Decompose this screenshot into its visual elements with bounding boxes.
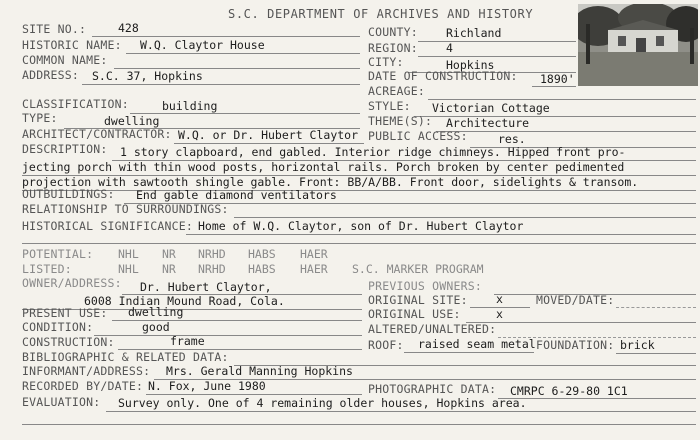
bibliographic-label: BIBLIOGRAPHIC & RELATED DATA: — [22, 350, 229, 364]
outbuildings-value: End gable diamond ventilators — [136, 188, 337, 202]
present-use-value: dwelling — [128, 305, 184, 319]
classification-label: CLASSIFICATION: — [22, 97, 129, 111]
listed-habs: HABS — [248, 262, 276, 276]
historic-name-value: W.Q. Claytor House — [140, 38, 265, 52]
style-value: Victorian Cottage — [432, 101, 550, 115]
listed-nr: NR — [162, 262, 176, 276]
foundation-value: brick — [620, 338, 655, 352]
house-photo — [578, 4, 698, 86]
listed-nhl: NHL — [118, 262, 139, 276]
recorded-by-value: N. Fox, June 1980 — [148, 379, 266, 393]
form-title: S.C. DEPARTMENT OF ARCHIVES AND HISTORY — [228, 7, 534, 21]
informant-value: Mrs. Gerald Manning Hopkins — [166, 364, 353, 378]
relationship-label: RELATIONSHIP TO SURROUNDINGS: — [22, 202, 229, 216]
historic-name-label: HISTORIC NAME: — [22, 38, 122, 52]
photographic-data-value: CMRPC 6-29-80 1C1 — [510, 384, 628, 398]
potential-nhl: NHL — [118, 247, 139, 261]
architect-label: ARCHITECT/CONTRACTOR: — [22, 127, 172, 141]
recorded-by-label: RECORDED BY/DATE: — [22, 379, 144, 393]
owner-line-1: Dr. Hubert Claytor, — [140, 280, 272, 294]
previous-owners-label: PREVIOUS OWNERS: — [368, 279, 482, 293]
marker-program-label: S.C. MARKER PROGRAM — [352, 262, 484, 276]
historical-significance-value: Home of W.Q. Claytor, son of Dr. Hubert Claytor — [198, 219, 524, 233]
type-value: dwelling — [104, 114, 160, 128]
type-label: TYPE: — [22, 111, 58, 125]
architect-value: W.Q. or Dr. Hubert Claytor — [178, 128, 359, 142]
date-of-construction-label: DATE OF CONSTRUCTION: — [368, 69, 518, 83]
potential-habs: HABS — [248, 247, 276, 261]
owner-line-2: 6008 Indian Mound Road, Cola. — [84, 294, 285, 308]
date-line — [532, 86, 576, 87]
present-use-label: PRESENT USE: — [22, 306, 108, 320]
condition-line — [94, 335, 362, 336]
photographic-data-line — [498, 398, 696, 399]
original-use-line — [466, 322, 696, 323]
description-line-3: projection with sawtooth shingle gable. Front: BB/A/BB. Front door, sidelights & transom. — [22, 175, 639, 189]
city-value: Hopkins — [446, 58, 495, 72]
bottom-rule — [22, 424, 696, 425]
themes-value: Architecture — [446, 116, 530, 130]
address-label: ADDRESS: — [22, 68, 79, 82]
public-access-label: PUBLIC ACCESS: — [368, 129, 468, 143]
site-no-label: SITE NO.: — [22, 22, 87, 36]
classification-value: building — [162, 99, 218, 113]
themes-line — [436, 131, 696, 132]
description-rule-3 — [22, 190, 696, 191]
construction-label: CONSTRUCTION: — [22, 335, 115, 349]
historical-significance-line — [186, 234, 696, 235]
original-site-value: x — [496, 292, 503, 306]
listed-label: LISTED: — [22, 262, 72, 276]
potential-nr: NR — [162, 247, 176, 261]
relationship-line — [234, 217, 696, 218]
potential-haer: HAER — [300, 247, 328, 261]
description-line-2: jecting porch with thin wood posts, horizontal rails. Porch broken by center pedimented — [22, 160, 625, 174]
evaluation-label: EVALUATION: — [22, 395, 101, 409]
condition-label: CONDITION: — [22, 320, 94, 334]
recorded-by-line — [146, 394, 362, 395]
moved-date-label: MOVED/DATE: — [536, 293, 615, 307]
style-label: STYLE: — [368, 99, 411, 113]
classification-line — [130, 113, 360, 114]
common-name-label: COMMON NAME: — [22, 53, 108, 67]
roof-value: raised seam metal — [418, 337, 536, 351]
address-value: S.C. 37, Hopkins — [92, 69, 203, 83]
acreage-line — [428, 99, 696, 100]
listed-nrhd: NRHD — [198, 262, 226, 276]
moved-date-line — [616, 307, 696, 308]
evaluation-value: Survey only. One of 4 remaining older houses, Hopkins area. — [118, 396, 527, 410]
county-line — [418, 41, 576, 42]
original-use-label: ORIGINAL USE: — [368, 307, 461, 321]
potential-label: POTENTIAL: — [22, 247, 94, 261]
original-site-label: ORIGINAL SITE: — [368, 293, 468, 307]
altered-label: ALTERED/UNALTERED: — [368, 322, 497, 336]
informant-label: INFORMANT/ADDRESS: — [22, 364, 151, 378]
roof-line — [404, 352, 534, 353]
site-no-value: 428 — [118, 21, 139, 35]
photographic-data-label: PHOTOGRAPHIC DATA: — [368, 382, 497, 396]
themes-label: THEME(S): — [368, 114, 433, 128]
historical-significance-label: HISTORICAL SIGNIFICANCE: — [22, 219, 193, 233]
description-label: DESCRIPTION: — [22, 142, 108, 156]
foundation-label: FOUNDATION: — [536, 338, 615, 352]
county-label: COUNTY: — [368, 25, 418, 39]
evaluation-line — [106, 411, 696, 412]
date-of-construction-value: 1890' — [540, 72, 575, 86]
address-line — [82, 84, 360, 85]
region-line — [418, 56, 576, 57]
outbuildings-label: OUTBUILDINGS: — [22, 187, 115, 201]
region-label: REGION: — [368, 41, 418, 55]
region-value: 4 — [446, 41, 453, 55]
section-divider — [22, 243, 696, 244]
roof-label: ROOF: — [368, 338, 404, 352]
owner-label: OWNER/ADDRESS: — [22, 276, 122, 290]
historic-name-line — [126, 53, 360, 54]
public-access-value: res. — [498, 132, 526, 146]
potential-nrhd: NRHD — [198, 247, 226, 261]
county-value: Richland — [446, 26, 502, 40]
original-use-value: x — [496, 307, 503, 321]
construction-value: frame — [170, 334, 205, 348]
site-no-line — [92, 36, 360, 37]
description-line-1: 1 story clapboard, end gabled. Interior ridge chimneys. Hipped front pro- — [120, 145, 626, 159]
architect-line — [174, 143, 364, 144]
foundation-line — [616, 353, 696, 354]
listed-haer: HAER — [300, 262, 328, 276]
acreage-label: ACREAGE: — [368, 84, 425, 98]
condition-value: good — [142, 320, 170, 334]
city-label: CITY: — [368, 55, 404, 69]
